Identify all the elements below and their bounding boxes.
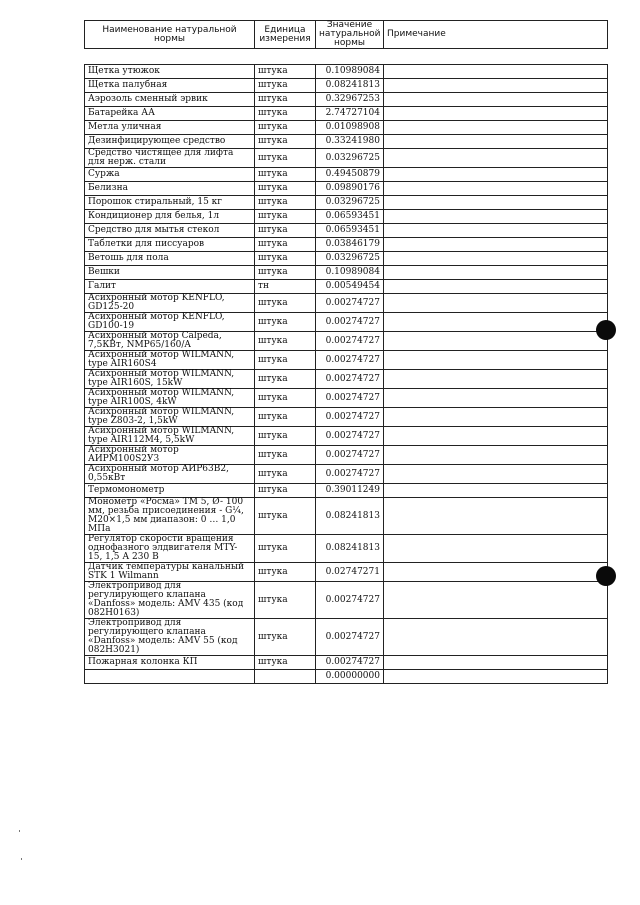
cell-note	[384, 498, 608, 535]
cell-unit: штука	[255, 93, 316, 107]
table-row	[85, 619, 608, 656]
cell-unit: штука	[255, 332, 316, 351]
cell-note	[384, 389, 608, 408]
cell-name: Ветошь для пола	[85, 252, 255, 266]
cell-value: 0.00274727	[316, 427, 384, 446]
cell-value: 0.00274727	[316, 408, 384, 427]
cell-unit: штука	[255, 582, 316, 619]
cell-note	[384, 484, 608, 498]
cell-name: Электропривод для регулирующего клапана «Danfoss» модель: AMV 435 (код 082H0163)	[85, 582, 255, 619]
cell-name: Метла уличная	[85, 121, 255, 135]
cell-name: Термомонометр	[85, 484, 255, 498]
cell-note	[384, 65, 608, 79]
cell-name: Асихронный мотор WILMANN, type Z803-2, 1,5kW	[85, 408, 255, 427]
cell-note	[384, 427, 608, 446]
cell-unit: штука	[255, 427, 316, 446]
table-row	[85, 408, 608, 427]
cell-unit: штука	[255, 182, 316, 196]
cell-note	[384, 266, 608, 280]
cell-value: 0.03296725	[316, 196, 384, 210]
table-row	[85, 135, 608, 149]
header-table	[84, 20, 608, 49]
cell-note	[384, 582, 608, 619]
cell-name: Регулятор скорости вращения однофазного элдвигателя MTY-15, 1,5 А 230 В	[85, 535, 255, 563]
cell-value: 0.03296725	[316, 149, 384, 168]
cell-name: Суржа	[85, 168, 255, 182]
cell-unit: штука	[255, 465, 316, 484]
cell-unit: штука	[255, 535, 316, 563]
cell-value: 0.08241813	[316, 498, 384, 535]
table-row	[85, 351, 608, 370]
table-row	[85, 252, 608, 266]
cell-value: 0.49450879	[316, 168, 384, 182]
cell-note	[384, 182, 608, 196]
table-row	[85, 93, 608, 107]
cell-note	[384, 135, 608, 149]
cell-value: 0.08241813	[316, 79, 384, 93]
cell-name	[85, 670, 255, 684]
table-row	[85, 238, 608, 252]
cell-note	[384, 619, 608, 656]
punch-hole-top	[596, 320, 616, 340]
cell-value: 0.06593451	[316, 210, 384, 224]
table-row	[85, 182, 608, 196]
header-row	[85, 21, 608, 49]
cell-value: 0.00274727	[316, 619, 384, 656]
cell-note	[384, 332, 608, 351]
cell-value: 0.00274727	[316, 294, 384, 313]
cell-value: 0.03296725	[316, 252, 384, 266]
cell-note	[384, 79, 608, 93]
table-row	[85, 313, 608, 332]
cell-value: 0.06593451	[316, 224, 384, 238]
cell-unit: штука	[255, 252, 316, 266]
cell-unit: штука	[255, 149, 316, 168]
header-note: Примечание	[384, 21, 608, 49]
cell-note	[384, 196, 608, 210]
table-row	[85, 427, 608, 446]
cell-value: 0.00274727	[316, 370, 384, 389]
table-row	[85, 465, 608, 484]
cell-unit: штука	[255, 294, 316, 313]
cell-name: Вешки	[85, 266, 255, 280]
table-row	[85, 210, 608, 224]
cell-name: Пожарная колонка КП	[85, 656, 255, 670]
cell-value: 0.00274727	[316, 465, 384, 484]
cell-note	[384, 465, 608, 484]
header-name: Наименование натуральной нормы	[85, 21, 255, 49]
cell-note	[384, 656, 608, 670]
cell-note	[384, 238, 608, 252]
cell-name: Галит	[85, 280, 255, 294]
cell-note	[384, 149, 608, 168]
cell-value: 0.00274727	[316, 351, 384, 370]
punch-hole-bottom	[596, 566, 616, 586]
norms-table	[84, 64, 608, 684]
cell-note	[384, 210, 608, 224]
table-row	[85, 121, 608, 135]
cell-unit: штука	[255, 498, 316, 535]
cell-unit: штука	[255, 210, 316, 224]
cell-note	[384, 535, 608, 563]
cell-unit: штука	[255, 224, 316, 238]
cell-unit: штука	[255, 121, 316, 135]
cell-value: 0.10989084	[316, 266, 384, 280]
cell-unit: штука	[255, 370, 316, 389]
cell-unit: тн	[255, 280, 316, 294]
cell-name: Средство для мытья стекол	[85, 224, 255, 238]
table-row	[85, 65, 608, 79]
cell-name: Дезинфицирующее средство	[85, 135, 255, 149]
cell-name: Кондиционер для белья, 1л	[85, 210, 255, 224]
table-row	[85, 79, 608, 93]
cell-value: 0.00274727	[316, 389, 384, 408]
cell-value: 0.32967253	[316, 93, 384, 107]
cell-value: 0.10989084	[316, 65, 384, 79]
cell-unit: штука	[255, 408, 316, 427]
cell-name: Щетка утюжок	[85, 65, 255, 79]
cell-name: Аэрозоль сменный эрвик	[85, 93, 255, 107]
cell-unit: штука	[255, 266, 316, 280]
cell-name: Асихронный мотор KENFLO, GD125-20	[85, 294, 255, 313]
header-unit: Единица измерения	[255, 21, 316, 49]
cell-value: 2.74727104	[316, 107, 384, 121]
cell-value: 0.08241813	[316, 535, 384, 563]
cell-value: 0.00549454	[316, 280, 384, 294]
table-row	[85, 582, 608, 619]
cell-value: 0.00274727	[316, 582, 384, 619]
cell-note	[384, 224, 608, 238]
cell-note	[384, 294, 608, 313]
cell-name: Монометр «Росма» ТМ 5, Ø- 100 мм, резьба присоединения - G¼, М20×1,5 мм диапазон: 0 … 1,0 МПа	[85, 498, 255, 535]
cell-unit: штука	[255, 389, 316, 408]
cell-unit: штука	[255, 107, 316, 121]
cell-unit: штука	[255, 135, 316, 149]
cell-unit: штука	[255, 656, 316, 670]
table-row	[85, 149, 608, 168]
table-row	[85, 370, 608, 389]
cell-note	[384, 280, 608, 294]
cell-unit	[255, 670, 316, 684]
cell-unit: штука	[255, 196, 316, 210]
table-row	[85, 294, 608, 313]
table-row	[85, 446, 608, 465]
table-row	[85, 389, 608, 408]
cell-unit: штука	[255, 351, 316, 370]
table-row	[85, 535, 608, 563]
cell-note	[384, 670, 608, 684]
table-row	[85, 332, 608, 351]
table-row	[85, 168, 608, 182]
table-row	[85, 280, 608, 294]
cell-value: 0.00274727	[316, 332, 384, 351]
cell-note	[384, 107, 608, 121]
cell-name: Асихронный мотор WILMANN, type AIR100S, 4kW	[85, 389, 255, 408]
table-row	[85, 196, 608, 210]
cell-unit: штука	[255, 563, 316, 582]
cell-value: 0.00274727	[316, 313, 384, 332]
cell-name: Асихронный мотор WILMANN, type AIR160S, 15kW	[85, 370, 255, 389]
scan-speck	[21, 858, 22, 860]
cell-unit: штука	[255, 313, 316, 332]
cell-unit: штука	[255, 446, 316, 465]
cell-name: Асихронный мотор АИР63В2, 0,55кВт	[85, 465, 255, 484]
cell-value: 0.00274727	[316, 656, 384, 670]
cell-note	[384, 121, 608, 135]
cell-unit: штука	[255, 65, 316, 79]
table-row	[85, 484, 608, 498]
cell-note	[384, 446, 608, 465]
cell-name: Электропривод для регулирующего клапана «Danfoss» модель: AMV 55 (код 082H3021)	[85, 619, 255, 656]
table-row	[85, 563, 608, 582]
cell-note	[384, 408, 608, 427]
cell-note	[384, 313, 608, 332]
cell-name: Порошок стиральный, 15 кг	[85, 196, 255, 210]
table-row	[85, 107, 608, 121]
cell-name: Таблетки для писсуаров	[85, 238, 255, 252]
header-value: Значение натуральной нормы	[316, 21, 384, 49]
cell-name: Щетка палубная	[85, 79, 255, 93]
cell-unit: штука	[255, 168, 316, 182]
cell-name: Асихронный мотор WILMANN, type AIR160S4	[85, 351, 255, 370]
cell-note	[384, 370, 608, 389]
cell-name: Асихронный мотор KENFLO, GD100-19	[85, 313, 255, 332]
table-row	[85, 670, 608, 684]
cell-value: 0.03846179	[316, 238, 384, 252]
cell-name: Асихронный мотор АИРМ100S2У3	[85, 446, 255, 465]
cell-value: 0.09890176	[316, 182, 384, 196]
cell-note	[384, 252, 608, 266]
cell-unit: штука	[255, 79, 316, 93]
cell-value: 0.01098908	[316, 121, 384, 135]
cell-unit: штука	[255, 484, 316, 498]
table-row	[85, 498, 608, 535]
cell-value: 0.02747271	[316, 563, 384, 582]
cell-note	[384, 168, 608, 182]
scan-speck	[19, 830, 20, 832]
cell-note	[384, 563, 608, 582]
cell-value: 0.33241980	[316, 135, 384, 149]
cell-name: Батарейка АА	[85, 107, 255, 121]
table-row	[85, 266, 608, 280]
cell-name: Белизна	[85, 182, 255, 196]
cell-unit: штука	[255, 238, 316, 252]
cell-unit: штука	[255, 619, 316, 656]
cell-note	[384, 93, 608, 107]
table-row	[85, 224, 608, 238]
table-row	[85, 656, 608, 670]
cell-name: Асихронный мотор Calpeda, 7,5КВт, NMP65/160/A	[85, 332, 255, 351]
cell-value: 0.00274727	[316, 446, 384, 465]
cell-note	[384, 351, 608, 370]
cell-name: Датчик температуры канальный STK 1 Wilmann	[85, 563, 255, 582]
cell-value: 0.00000000	[316, 670, 384, 684]
cell-value: 0.39011249	[316, 484, 384, 498]
cell-name: Средство чистящее для лифта для нерж. стали	[85, 149, 255, 168]
cell-name: Асихронный мотор WILMANN, type AIR112M4, 5,5kW	[85, 427, 255, 446]
